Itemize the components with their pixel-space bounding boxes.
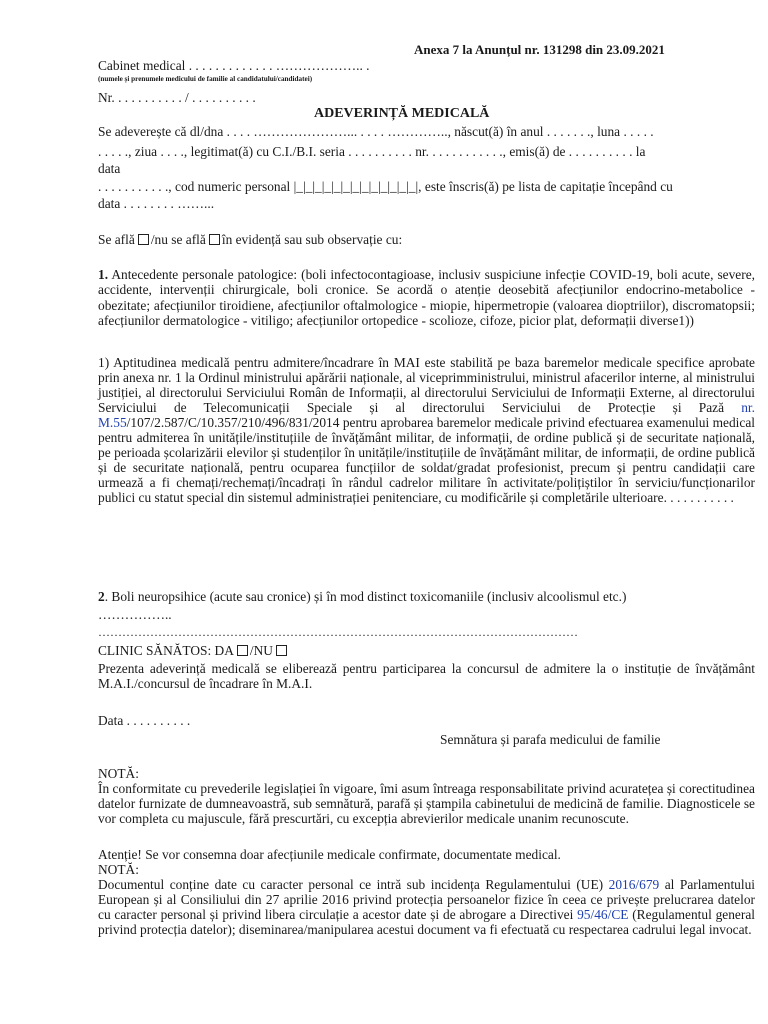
note-2-text-middle: al Parlamentului European și al Consiliului din 27 aprilie 2016 privind protecția persoanelor fizice în ceea ce privește prelucrarea datelor cu caracter personal și privind libera circulație a acestor date și de abrogare a Directivei [98, 877, 755, 922]
evidence-suffix: în evidență sau sub observație cu: [221, 232, 403, 247]
evidence-line [98, 232, 402, 247]
section-2-number: 2 [98, 589, 105, 604]
section-2-text: . Boli neuropsihice (acute sau cronice) și în mod distinct toxicomaniile (inclusiv alcoolismul etc.) [104, 589, 627, 604]
note-2-text [98, 877, 755, 937]
order-reference-link[interactable]: nr. M.55 [98, 400, 755, 430]
note-1-text: În conformitate cu prevederile legislației în vigoare, îmi asum întreaga responsabilitate privind acuratețea și corectitudinea datelor furnizate de dumneavoastră, sub semnătură, parafă și ștampila cabinetului de medicină de familie. Diagnosticele se vor completa cu majuscule, fără prescurtări, cu excepția abrevierilor medicale unanim recunoscute. [98, 781, 755, 826]
section-1-paragraph [98, 267, 755, 328]
evidence-no-checkbox[interactable] [209, 234, 220, 245]
footnote-text-end: /107/2.587/C/10.357/210/496/831/2014 pentru aprobarea baremelor medicale privind efectuarea examenului medical pentru admiterea în unitățile/instituțiile de învățământ militar, de informații, de ordine publică și de securitate națională, pe perioada școlarizării elevilor și studenților în unitățile/instituțiile de învățământ militar, de informații, de ordine publică și de securitate națională, pentru ocuparea funcțiilor de soldat/gradat profesionist, precum și pentru candidații care urmează a fi chemați/rechemați/încadrați în rândul cadrelor militare în activitate/polițiștilor în serviciu/funcționarilor publici cu statut special din sistemul administrației penitenciare, cu modificările și completările ulterioare. . . . . . . . . . . [98, 415, 755, 505]
identity-line-4: data . . . . . . . . ……... [98, 196, 215, 211]
evidence-prefix: Se află [98, 232, 135, 247]
identity-line-3: . . . . . . . . . . ., cod numeric personal |_|_|_|_|_|_|_|_|_|_|_|_|_|, este înscris(ă) pe lista de capitație începând cu [98, 179, 673, 194]
clinic-line [98, 643, 289, 658]
section-1-text: Antecedente personale patologice: (boli infectocontagioase, inclusiv suspiciune infecție COVID-19, boli acute, severe, accidente, intervenții chirurgicale, boli cronice. Se acordă o atenție deosebită afecțiunilor endocrino-metabolice - obezitate; afecțiunilor tiroidiene, afecțiunilor oftalmologice - miopie, hipermetropie (valoarea dioptriilor), discromatopsii; afecțiunilor dermatologice - vitiligo; afecțiunilor ortopedice - scolioze, cifoze, picior plat, deformații diverse1)) [98, 267, 755, 328]
date-line: Data . . . . . . . . . . [98, 713, 191, 728]
section-2-dots-2: ………………………………………………………………………………………………………… [98, 625, 578, 639]
section-2-dots-1: …………….. [98, 607, 172, 622]
identity-line-2-end: data [98, 161, 121, 176]
directive-link[interactable]: 95/46/CE [577, 907, 629, 922]
registration-number-line: Nr. . . . . . . . . . . / . . . . . . . . . . [98, 90, 256, 105]
footnote-paragraph [98, 355, 755, 505]
cabinet-line: Cabinet medical . . . . . . . . . . . . . ……………….. . [98, 58, 370, 73]
clinic-middle: /NU [249, 643, 273, 658]
note-2-text-end: (Regulamentul general privind protecția datelor); diseminarea/manipularea acestui document va fi efectuată cu respectarea cadrului legal invocat. [98, 907, 755, 937]
note-1-attention: Atenție! Se vor consemna doar afecțiunile medicale confirmate, documentate medical. [98, 847, 561, 862]
evidence-yes-checkbox[interactable] [138, 234, 149, 245]
note-2-text-start: Documentul conține date cu caracter personal ce intră sub incidența Regulamentului (UE) [98, 877, 609, 892]
cabinet-note: (numele și prenumele medicului de familie al candidatului/candidatei) [98, 75, 313, 83]
section-1-number: 1. [98, 267, 109, 282]
clinic-prefix: CLINIC SĂNĂTOS: DA [98, 643, 234, 658]
note-1-title: NOTĂ: [98, 766, 139, 781]
regulation-link[interactable]: 2016/679 [608, 877, 660, 892]
signature-label: Semnătura și parafa medicului de familie [440, 732, 661, 747]
document-title: ADEVERINȚĂ MEDICALĂ [314, 106, 490, 121]
identity-line-1: Se adeverește că dl/dna . . . . …………………... . . . . ………….., născut(ă) în anul . . . . . . ., luna . . . . . [98, 124, 654, 139]
footnote-text-start: 1) Aptitudinea medicală pentru admitere/încadrare în MAI este stabilită pe baza baremelor medicale specifice aprobate prin anexa nr. 1 la Ordinul ministrului apărării naționale, al viceprimministrului, ministrul afacerilor interne, al ministrului justiției, al directorului Serviciului Român de Informații, al directorului Serviciului de Informații Externe, al directorului Serviciului de Telecomunicații Speciale și al directorului Serviciului de Protecție și Pază [98, 355, 755, 415]
purpose-paragraph: Prezenta adeverință medicală se eliberează pentru participarea la concursul de admitere la o instituție de învățământ M.A.I./concursul de încadrare în M.A.I. [98, 661, 755, 692]
clinic-no-checkbox[interactable] [276, 645, 287, 656]
evidence-middle: /nu se află [150, 232, 206, 247]
identity-line-2: . . . . ., ziua . . . ., legitimat(ă) cu C.I./B.I. seria . . . . . . . . . . nr. . . . . . . . . . . ., emis(ă) de . . . . . . . . . . la [98, 144, 646, 159]
annex-reference: Anexa 7 la Anunțul nr. 131298 din 23.09.2021 [414, 42, 665, 57]
clinic-yes-checkbox[interactable] [237, 645, 248, 656]
section-2-line [98, 589, 626, 604]
note-2-title: NOTĂ: [98, 862, 139, 877]
